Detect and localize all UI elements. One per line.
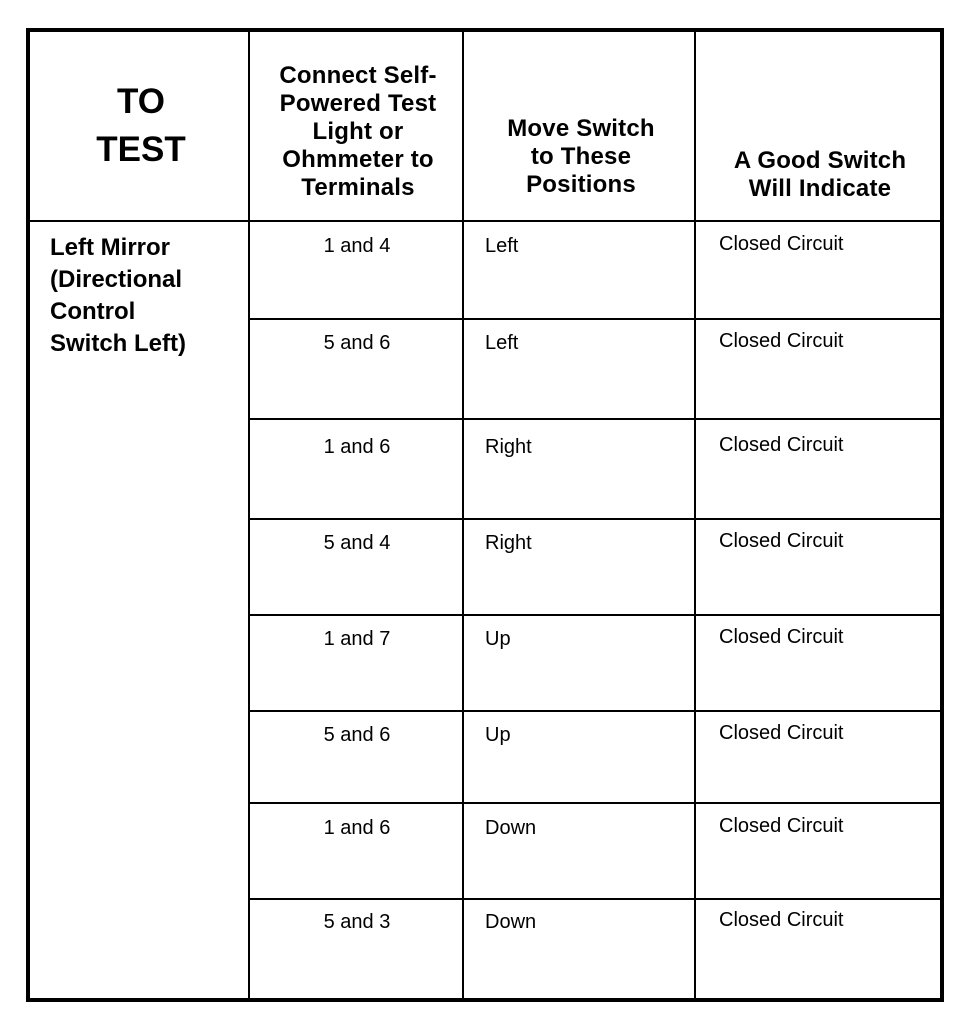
position-cell: Left — [485, 235, 519, 257]
terminals-cell: 1 and 6 — [323, 817, 391, 839]
header-connect-line: Powered Test — [279, 90, 437, 117]
test-label-line: Left Mirror — [50, 234, 170, 261]
terminals-cell: 5 and 6 — [323, 724, 391, 746]
header-good-line: A Good Switch — [733, 147, 907, 174]
terminals-cell: 5 and 6 — [323, 332, 391, 354]
indicates-cell: Closed Circuit — [719, 530, 844, 552]
header-connect-line: Light or — [312, 118, 404, 145]
terminals-cell: 1 and 7 — [323, 628, 391, 650]
header-divider — [30, 220, 940, 222]
test-label-line: (Directional — [50, 266, 183, 293]
indicates-cell: Closed Circuit — [719, 330, 844, 352]
column-divider — [248, 32, 250, 998]
position-cell: Down — [485, 911, 537, 933]
terminals-cell: 5 and 3 — [323, 911, 391, 933]
header-connect-line: Connect Self- — [279, 62, 437, 89]
terminals-cell: 1 and 6 — [323, 436, 391, 458]
header-connect-line: Terminals — [301, 174, 415, 201]
position-cell: Up — [485, 724, 511, 746]
terminals-cell: 1 and 4 — [323, 235, 391, 257]
position-cell: Down — [485, 817, 537, 839]
row-divider — [250, 518, 940, 520]
header-move-line: to These — [530, 143, 632, 170]
position-cell: Right — [485, 532, 532, 554]
row-divider — [250, 418, 940, 420]
indicates-cell: Closed Circuit — [719, 815, 844, 837]
position-cell: Up — [485, 628, 511, 650]
test-label — [50, 232, 186, 360]
test-label-line: Control — [50, 298, 136, 325]
row-divider — [250, 802, 940, 804]
row-divider — [250, 898, 940, 900]
header-good-line: Will Indicate — [748, 175, 892, 202]
position-cell: Right — [485, 436, 532, 458]
row-divider — [250, 318, 940, 320]
header-move-line: Move Switch — [507, 115, 655, 142]
indicates-cell: Closed Circuit — [719, 434, 844, 456]
indicates-cell: Closed Circuit — [719, 909, 844, 931]
indicates-cell: Closed Circuit — [719, 722, 844, 744]
row-divider — [250, 710, 940, 712]
row-divider — [250, 614, 940, 616]
header-move-line: Positions — [526, 171, 636, 198]
header-to-test-line: TEST — [96, 130, 186, 169]
terminals-cell: 5 and 4 — [323, 532, 391, 554]
header-move-switch — [466, 115, 696, 199]
header-connect-line: Ohmmeter to — [282, 146, 434, 173]
test-label-line: Switch Left) — [50, 330, 186, 357]
position-cell: Left — [485, 332, 519, 354]
header-connect-terminals — [252, 62, 464, 202]
header-good-switch — [698, 147, 942, 203]
indicates-cell: Closed Circuit — [719, 626, 844, 648]
header-to-test — [34, 78, 248, 174]
header-to-test-line: TO — [117, 82, 165, 121]
indicates-cell: Closed Circuit — [719, 233, 844, 255]
